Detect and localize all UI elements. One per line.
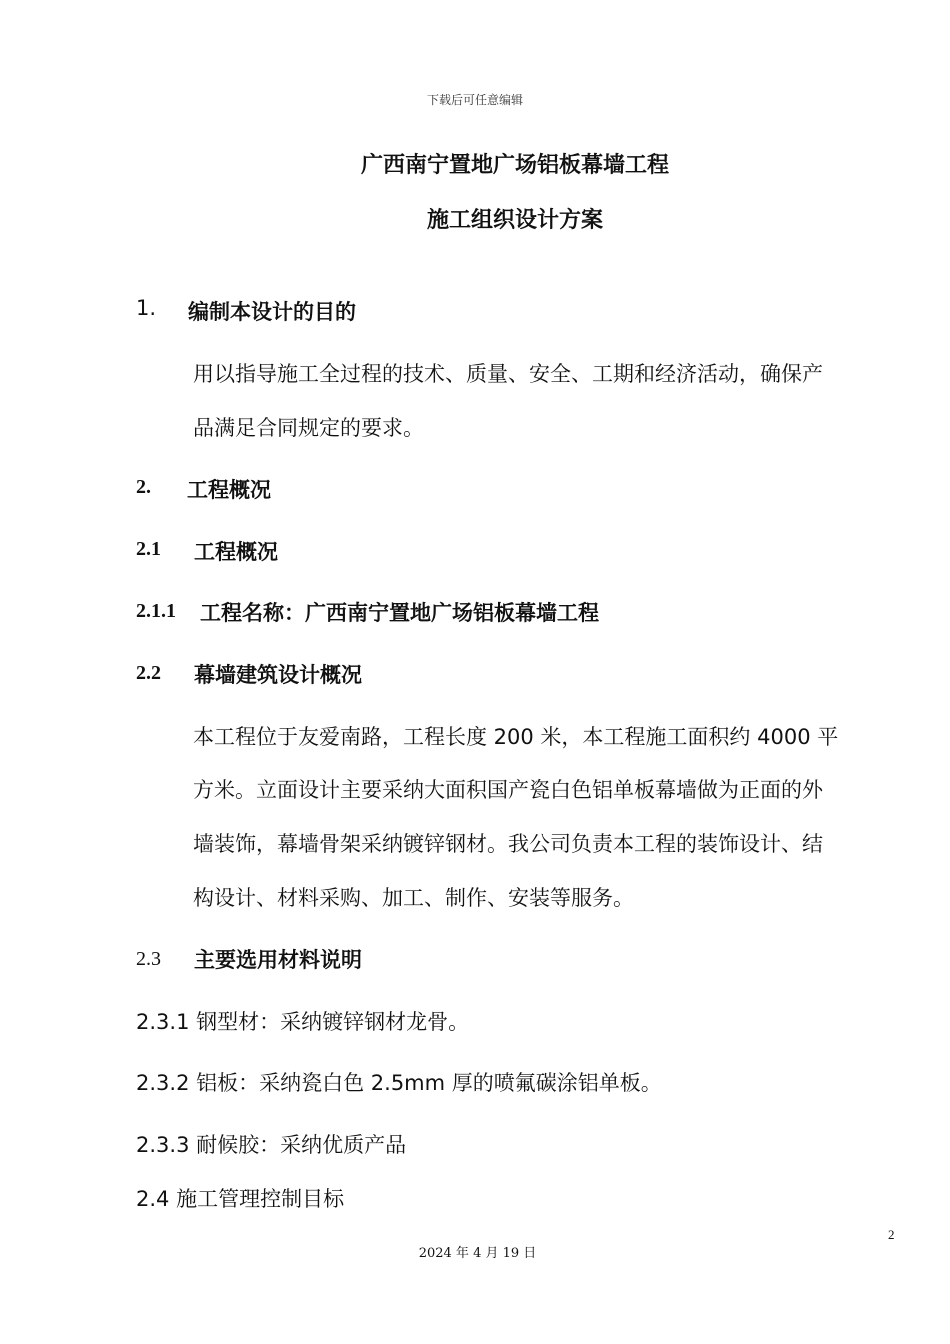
header-note: 下载后可任意编辑 <box>426 93 523 107</box>
section-1-number: 1. <box>136 296 157 320</box>
section-2-2-body-line-4: 构设计、材料采购、加工、制作、安装等服务。 <box>193 886 634 910</box>
section-2-1-1-number: 2.1.1 <box>136 600 176 622</box>
section-2-1-title: 工程概况 <box>194 540 278 564</box>
section-2-4: 2.4 施工管理控制目标 <box>136 1187 345 1211</box>
footer-date: 2024 年 4 月 19 日 <box>418 1246 537 1261</box>
document-subtitle: 施工组织设计方案 <box>426 208 603 233</box>
section-2-3-3: 2.3.3 耐候胶：采纳优质产品 <box>136 1133 407 1157</box>
section-2-number: 2. <box>136 476 151 498</box>
document-title: 广西南宁置地广场铝板幕墙工程 <box>360 153 669 178</box>
section-2-2-body-line-2: 方米。立面设计主要采纳大面积国产瓷白色铝单板幕墙做为正面的外 <box>193 778 823 802</box>
section-2-2-body-line-3: 墙装饰，幕墙骨架采纳镀锌钢材。我公司负责本工程的装饰设计、结 <box>193 832 823 856</box>
section-2-3-title: 主要选用材料说明 <box>194 948 362 972</box>
page-number: 2 <box>888 1227 895 1242</box>
section-2-3-2: 2.3.2 铝板：采纳瓷白色 2.5mm 厚的喷氟碳涂铝单板。 <box>136 1071 662 1095</box>
section-1-title: 编制本设计的目的 <box>188 300 356 324</box>
section-2-1-1-title: 工程名称：广西南宁置地广场铝板幕墙工程 <box>200 601 599 625</box>
section-2-3-number: 2.3 <box>136 948 161 970</box>
section-2-3-1: 2.3.1 钢型材：采纳镀锌钢材龙骨。 <box>136 1010 470 1034</box>
section-2-1-number: 2.1 <box>136 538 161 560</box>
section-2-title: 工程概况 <box>187 478 271 502</box>
section-1-body-line-1: 用以指导施工全过程的技术、质量、安全、工期和经济活动，确保产 <box>193 362 823 386</box>
section-2-2-number: 2.2 <box>136 662 161 684</box>
section-2-2-title: 幕墙建筑设计概况 <box>194 663 362 687</box>
section-2-2-body-line-1: 本工程位于友爱南路，工程长度 200 米，本工程施工面积约 4000 平 <box>193 725 839 749</box>
section-1-body-line-2: 品满足合同规定的要求。 <box>193 416 424 440</box>
